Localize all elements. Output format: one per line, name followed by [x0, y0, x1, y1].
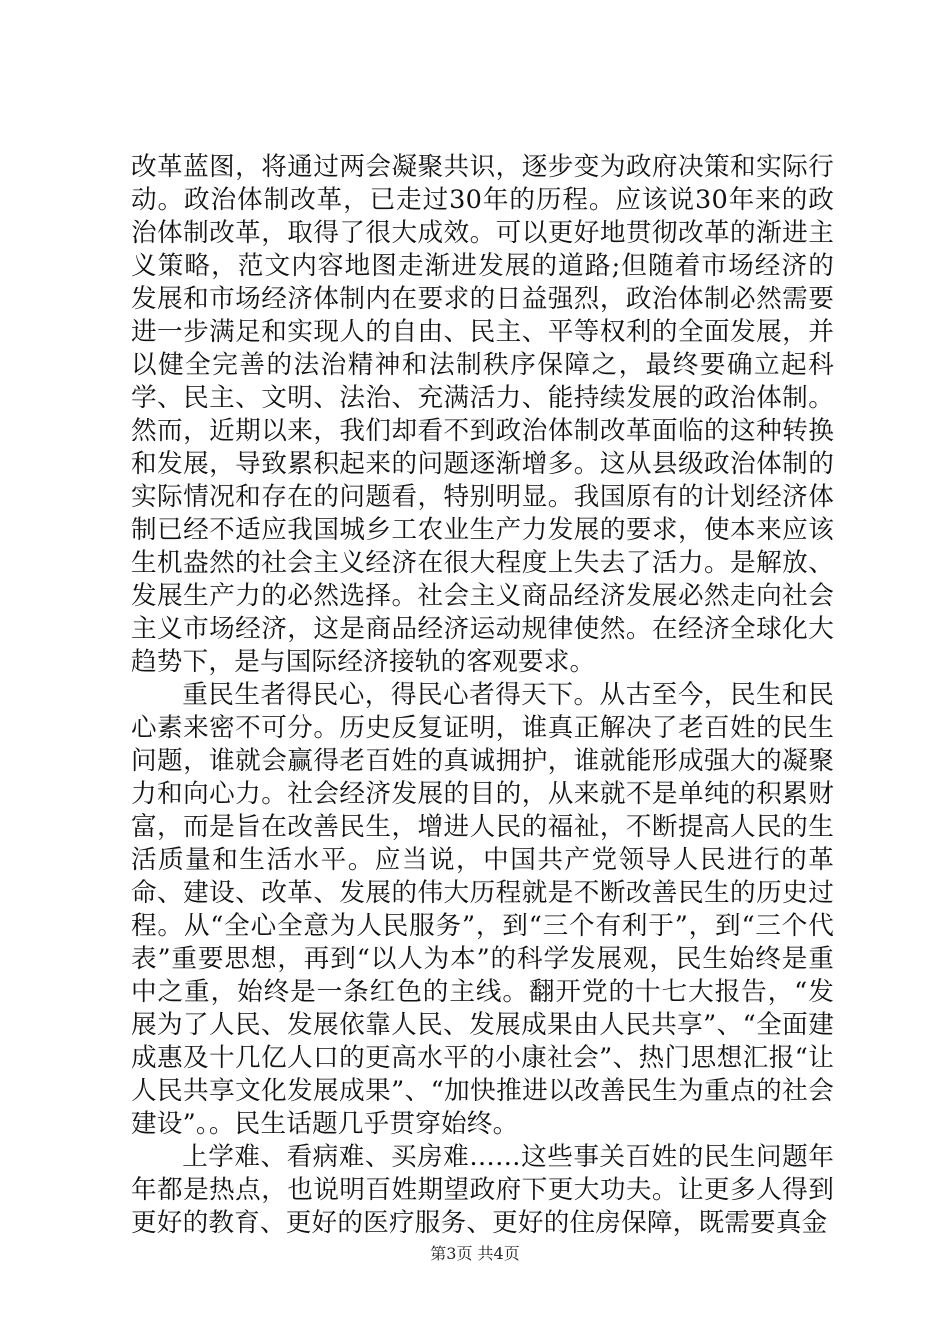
paragraph-2: 重民生者得民心，得民心者得天下。从古至今，民生和民心素来密不可分。历史反复证明，谁真正解决了老百姓的民生问题，谁就会赢得老百姓的真诚拥护，谁就能形成强大的凝聚力和向心力。社会经济发展的目的，从来就不是单纯的积累财富，而是旨在改善民生，增进人民的福祉，不断提高人民的生活质量和生活水平。应当说，中国共产党领导人民进行的革命、建设、改革、发展的伟大历程就是不断改善民生的历史过程。从“全心全意为人民服务”，到“三个有利于”，到“三个代表”重要思想，再到“以人为本”的科学发展观，民生始终是重中之重，始终是一条红色的主线。翻开党的十七大报告，“发展为了人民、发展依靠人民、发展成果由人民共享”、“全面建成惠及十几亿人口的更高水平的小康社会”、热门思想汇报“让人民共享文化发展成果”、“加快推进以改善民生为重点的社会建设”。。民生话题几乎贯穿始终。	[131, 680, 834, 1139]
paragraph-1: 改革蓝图，将通过两会凝聚共识，逐步变为政府决策和实际行动。政治体制改革，已走过30年的历程。应该说30年来的政治体制改革，取得了很大成效。可以更好地贯彻改革的渐进主义策略，范文内容地图走渐进发展的道路;但随着市场经济的发展和市场经济体制内在要求的日益强烈，政治体制必然需要进一步满足和实现人的自由、民主、平等权利的全面发展，并以健全完善的法治精神和法制秩序保障之，最终要确立起科学、民主、文明、法治、充满活力、能持续发展的政治体制。然而，近期以来，我们却看不到政治体制改革面临的这种转换和发展，导致累积起来的问题逐渐增多。这从县级政治体制的实际情况和存在的问题看，特别明显。我国原有的计划经济体制已经不适应我国城乡工农业生产力发展的要求，使本来应该生机盎然的社会主义经济在很大程度上失去了活力。是解放、发展生产力的必然选择。社会主义商品经济发展必然走向社会主义市场经济，这是商品经济运动规律使然。在经济全球化大趋势下，是与国际经济接轨的客观要求。	[131, 152, 834, 677]
document-body	[131, 151, 834, 1240]
paragraph-3: 上学难、看病难、买房难……这些事关百姓的民生问题年年都是热点，也说明百姓期望政府下更大功夫。让更多人得到更好的教育、更好的医疗服务、更好的住房保障，既需要真金	[131, 1142, 834, 1238]
page-number-footer: 第3页 共4页	[430, 1244, 520, 1263]
